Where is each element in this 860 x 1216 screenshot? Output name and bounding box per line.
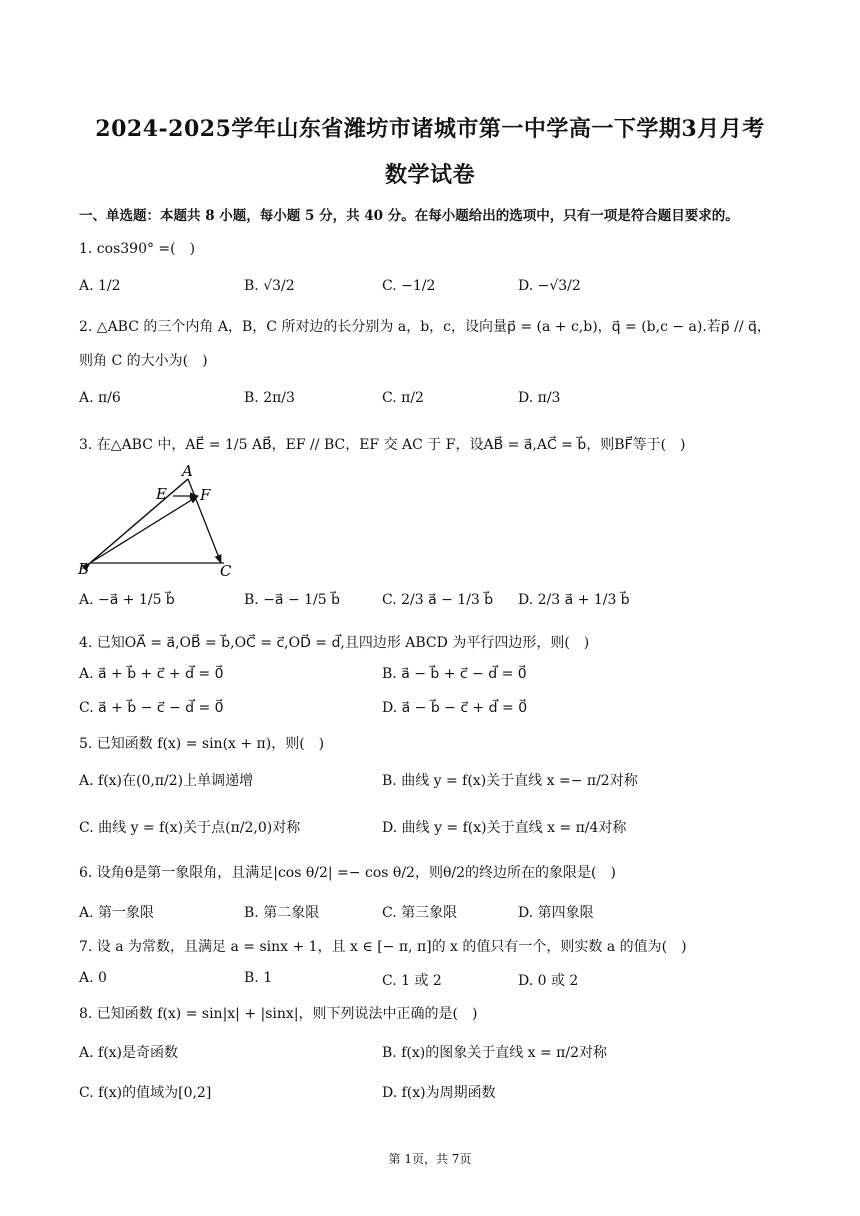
question-5-option-b: B. 曲线 y = f(x)关于直线 x =− π/2对称 xyxy=(382,773,638,789)
question-6-stem: 6. 设角θ是第一象限角，且满足|cos θ/2| =− cos θ/2，则θ/2的终边所在的象限是( ) xyxy=(79,865,616,881)
question-8-stem: 8. 已知函数 f(x) = sin|x| + |sinx|，则下列说法中正确的是( ) xyxy=(79,1006,478,1022)
question-6-option-d: D. 第四象限 xyxy=(518,905,594,921)
section-heading: 一、单选题：本题共 8 小题，每小题 5 分，共 40 分。在每小题给出的选项中，只有一项是符合题目要求的。 xyxy=(79,208,739,224)
question-7-option-b: B. 1 xyxy=(244,970,273,986)
question-1-option-d: D. −√3/2 xyxy=(518,278,581,294)
question-2-option-a: A. π/6 xyxy=(79,390,121,406)
label-e: E xyxy=(156,485,167,503)
question-1-stem: 1. cos390° =( ) xyxy=(79,241,196,257)
question-2-stem-line2: 则角 C 的大小为( ) xyxy=(79,353,208,369)
question-7-option-c: C. 1 或 2 xyxy=(382,973,442,989)
question-4-option-a: A. a⃗ + b⃗ + c⃗ + d⃗ = 0⃗ xyxy=(79,666,224,682)
question-1-option-a: A. 1/2 xyxy=(79,278,121,294)
question-4-option-d: D. a⃗ − b⃗ − c⃗ + d⃗ = 0⃗ xyxy=(382,700,528,716)
question-6-option-c: C. 第三象限 xyxy=(382,905,458,921)
question-5-option-d: D. 曲线 y = f(x)关于直线 x = π/4对称 xyxy=(382,820,627,836)
label-b: B xyxy=(78,560,90,578)
exam-title: 2024-2025学年山东省潍坊市诸城市第一中学高一下学期3月月考 xyxy=(95,116,765,142)
question-5-option-c: C. 曲线 y = f(x)关于点(π/2,0)对称 xyxy=(79,820,301,836)
label-a: A xyxy=(182,462,193,480)
question-7-option-d: D. 0 或 2 xyxy=(518,973,579,989)
triangle-figure xyxy=(76,462,246,580)
question-2-option-d: D. π/3 xyxy=(518,390,561,406)
question-4-stem: 4. 已知OA⃗ = a⃗,OB⃗ = b⃗,OC⃗ = c⃗,OD⃗ = d⃗,且四边形 ABCD 为平行四边形，则( ) xyxy=(79,635,590,651)
question-3-option-d: D. 2/3 a⃗ + 1/3 b⃗ xyxy=(518,592,630,608)
page-footer: 第 1页，共 7页 xyxy=(388,1152,472,1166)
question-1-option-b: B. √3/2 xyxy=(244,278,295,294)
question-2-stem: 2. △ABC 的三个内角 A，B，C 所对边的长分别为 a，b，c，设向量p⃗ = (a + c,b)，q⃗ = (b,c − a).若p⃗ // q⃗， xyxy=(79,319,771,335)
exam-subtitle: 数学试卷 xyxy=(384,162,475,188)
label-f: F xyxy=(200,486,211,504)
question-4-option-b: B. a⃗ − b⃗ + c⃗ − d⃗ = 0⃗ xyxy=(382,666,527,682)
question-3-option-c: C. 2/3 a⃗ − 1/3 b⃗ xyxy=(382,592,494,608)
vector-ab-head xyxy=(90,479,188,563)
question-7-stem: 7. 设 a 为常数，且满足 a = sinx + 1，且 x ∈ [− π, π]的 x 的值只有一个，则实数 a 的值为( ) xyxy=(79,939,687,955)
question-3-stem: 3. 在△ABC 中，AE⃗ = 1/5 AB⃗，EF // BC，EF 交 AC 于 F，设AB⃗ = a⃗,AC⃗ = b⃗，则BF⃗等于( ) xyxy=(79,437,686,453)
question-7-option-a: A. 0 xyxy=(79,970,107,986)
question-6-option-a: A. 第一象限 xyxy=(79,905,155,921)
question-6-option-b: B. 第二象限 xyxy=(244,905,320,921)
question-1-option-c: C. −1/2 xyxy=(382,278,436,294)
question-8-option-c: C. f(x)的值域为[0,2] xyxy=(79,1085,212,1101)
question-5-option-a: A. f(x)在(0,π/2)上单调递增 xyxy=(79,773,254,789)
question-8-option-d: D. f(x)为周期函数 xyxy=(382,1085,496,1101)
question-4-option-c: C. a⃗ + b⃗ − c⃗ − d⃗ = 0⃗ xyxy=(79,700,224,716)
question-8-option-b: B. f(x)的图象关于直线 x = π/2对称 xyxy=(382,1045,607,1061)
question-2-option-c: C. π/2 xyxy=(382,390,424,406)
question-2-option-b: B. 2π/3 xyxy=(244,390,295,406)
question-5-stem: 5. 已知函数 f(x) = sin(x + π)，则( ) xyxy=(79,736,325,752)
vector-bf xyxy=(90,496,198,563)
label-c: C xyxy=(220,562,232,580)
question-3-option-a: A. −a⃗ + 1/5 b⃗ xyxy=(79,592,175,608)
question-8-option-a: A. f(x)是奇函数 xyxy=(79,1045,179,1061)
question-3-option-b: B. −a⃗ − 1/5 b⃗ xyxy=(244,592,340,608)
